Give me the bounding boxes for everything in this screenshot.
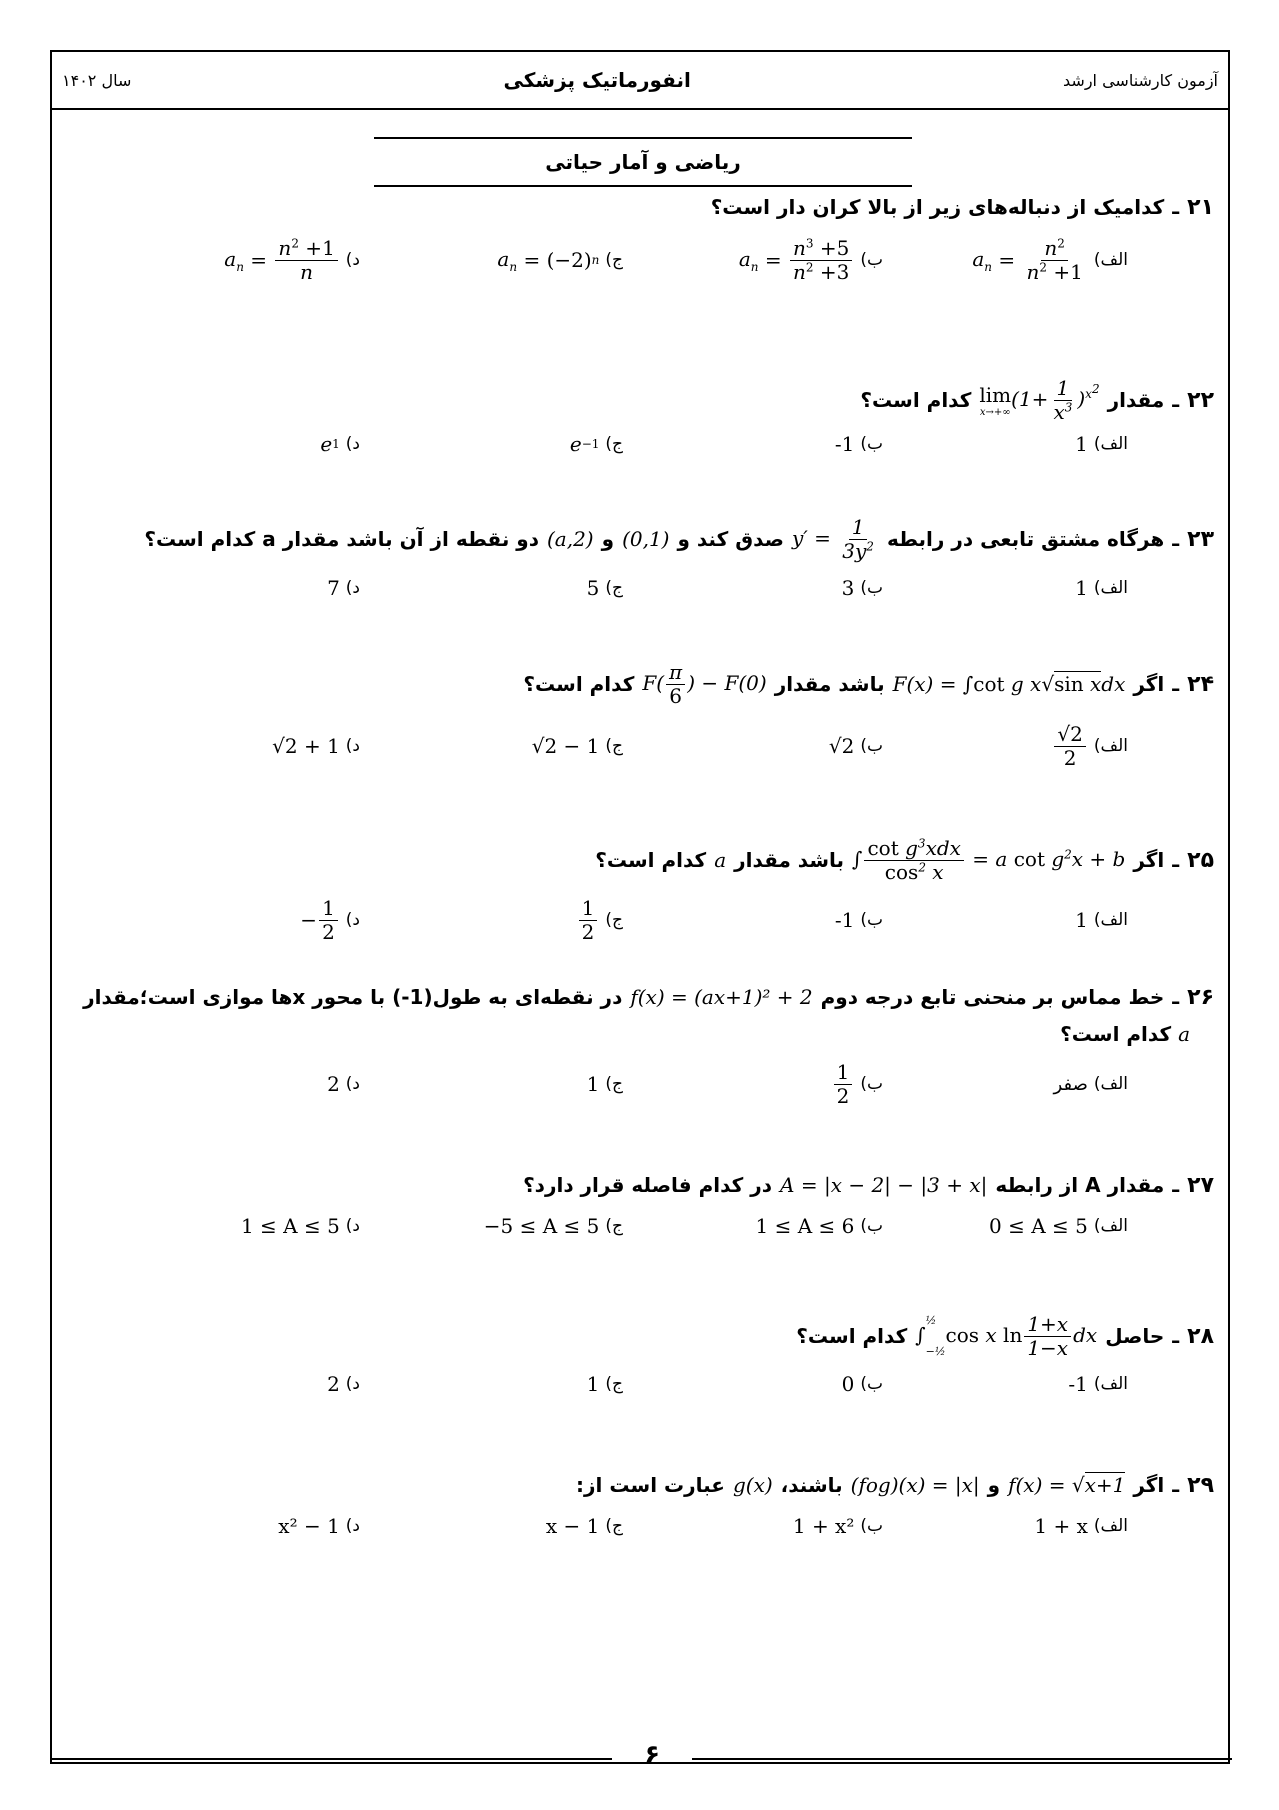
question-22: ۲۲ ـ مقدار lim x→+∞ (1+ $\frac{1}{x^3}$ )$^{x^2}$ کدام است؟ <box>860 375 1214 424</box>
options-25 <box>52 890 1228 950</box>
option-c-value: 5 <box>586 576 600 600</box>
option-b-value: -1 <box>834 432 855 456</box>
answer-option <box>842 1362 883 1406</box>
absolute-expression: A = |x − 2| − |3 + x| <box>780 1173 988 1197</box>
options-26 <box>52 1054 1228 1114</box>
answer-option <box>532 716 623 776</box>
question-number: ۲۱ <box>1187 194 1214 220</box>
answer-option <box>835 890 883 950</box>
answer-option <box>1068 1362 1128 1406</box>
question-dash: ـ <box>1172 985 1180 1009</box>
answer-option <box>327 1362 360 1406</box>
options-24 <box>52 716 1228 776</box>
answer-option <box>327 1054 360 1114</box>
option-label: ج) <box>605 910 623 930</box>
option-a-value: 1 <box>1075 432 1088 456</box>
option-label: الف) <box>1093 1216 1128 1236</box>
option-b-value: 1 ≤ A ≤ 6 <box>755 1214 855 1238</box>
option-label: ج) <box>605 1374 623 1394</box>
options-23 <box>52 566 1228 610</box>
options-29 <box>52 1504 1228 1548</box>
option-b-value: 1 + x² <box>792 1514 855 1538</box>
option-d-value: 2 <box>327 1072 340 1096</box>
option-label: ج) <box>605 434 623 454</box>
option-a-value: 1 <box>1075 576 1088 600</box>
option-label: الف) <box>1093 434 1128 454</box>
exam-year: سال ۱۴۰۲ <box>62 70 132 90</box>
option-b-value: 3 <box>841 576 855 600</box>
exam-name: آزمون کارشناسی ارشد <box>1063 70 1218 90</box>
page-frame <box>50 50 1230 1770</box>
answer-option <box>829 716 883 776</box>
answer-option <box>1054 1054 1128 1114</box>
answer-option <box>327 566 360 610</box>
question-dash: ـ <box>1172 848 1180 872</box>
option-b <box>739 230 883 290</box>
answer-option <box>546 1504 623 1548</box>
option-d-value: 7 <box>327 576 340 600</box>
answer-option <box>1052 716 1128 776</box>
option-d <box>224 230 360 290</box>
question-dash: ـ <box>1172 527 1180 551</box>
option-label: ب) <box>860 1074 883 1094</box>
option-label: د) <box>345 434 360 454</box>
derivative-expression: y′ = $\frac{1}{3y^2}$ <box>791 514 874 563</box>
question-24: ۲۴ ـ اگر F(x) = ∫cot g x√sin xdx باشد مقدار F( $\frac{\pi}{6}$ ) − F(0) کدام است؟ <box>523 659 1214 708</box>
option-label: الف) <box>1093 578 1128 598</box>
option-b-value: $\frac{1}{2}$ <box>832 1061 855 1108</box>
option-label: ج) <box>605 578 623 598</box>
answer-option <box>278 1504 360 1548</box>
integral-expression: ∫ $\frac{\cot g^3xdx}{\cos^2 x}$ = a $\cot g^2x + b$ <box>852 835 1126 884</box>
option-c-value: $\frac{1}{2}$ <box>577 897 600 944</box>
question-dash: ـ <box>1172 672 1180 696</box>
option-a-value: -1 <box>1068 1372 1088 1396</box>
option-label: ب) <box>860 1374 883 1394</box>
answer-option <box>320 422 360 466</box>
options-27 <box>52 1204 1228 1248</box>
answer-option <box>570 422 623 466</box>
question-21 <box>52 184 1228 230</box>
question-dash: ـ <box>1172 1173 1180 1197</box>
f-expression: f(x) = √x+1 <box>1008 1473 1126 1497</box>
option-d-value: $a_n$ = $\frac{n^2 +1}{n}$ <box>224 237 340 284</box>
limit-expression: lim x→+∞ (1+ $\frac{1}{x^3}$ )$^{x^2}$ <box>979 375 1100 424</box>
page-header <box>52 52 1228 110</box>
option-c-value: −5 ≤ A ≤ 5 <box>483 1214 600 1238</box>
option-b-value: $a_n$ = $\frac{n^3 +5}{n^2 +3}$ <box>739 237 855 284</box>
option-label: د) <box>345 736 360 756</box>
answer-option <box>756 1204 883 1248</box>
page-number: ۶ <box>644 1740 660 1770</box>
option-label: ب) <box>860 1216 883 1236</box>
function-expression: f(x) = (ax+1)² + 2 <box>630 985 813 1009</box>
answer-option <box>1034 1504 1128 1548</box>
answer-option <box>1075 566 1128 610</box>
option-label: ب) <box>860 1516 883 1536</box>
option-b-value: √2 <box>828 734 855 758</box>
option-d-value: − $\frac{1}{2}$ <box>300 897 340 944</box>
option-label: ج) <box>605 250 623 270</box>
question-dash: ـ <box>1172 1324 1180 1348</box>
integral-expression: F(x) = ∫cot g x√sin xdx <box>892 672 1126 696</box>
footer-divider-right <box>692 1758 1232 1760</box>
option-label: ب) <box>860 578 883 598</box>
option-label: الف) <box>1093 736 1128 756</box>
option-label: ج) <box>605 1216 623 1236</box>
option-d-value: x² − 1 <box>278 1514 340 1538</box>
option-label: د) <box>345 578 360 598</box>
answer-option <box>577 890 623 950</box>
option-label: ب) <box>860 736 883 756</box>
answer-option <box>484 1204 623 1248</box>
options-21 <box>52 230 1228 290</box>
question-23: ۲۳ ـ هرگاه مشتق تابعی در رابطه y′ = $\frac{1}{3y^2}$ صدق کند و (0,1) و (a,2) دو نقطه از آن باشد مقدار a کدام است؟ <box>144 514 1214 563</box>
option-a-value: 0 ≤ A ≤ 5 <box>989 1214 1088 1238</box>
answer-option <box>587 1362 623 1406</box>
answer-option <box>587 1054 623 1114</box>
option-c-value: 1 <box>586 1072 600 1096</box>
answer-option <box>835 422 883 466</box>
answer-option <box>272 716 360 776</box>
question-27: ۲۷ ـ مقدار A از رابطه A = |x − 2| − |3 + x| در کدام فاصله قرار دارد؟ <box>523 1172 1214 1198</box>
option-d-value: 2 <box>327 1372 340 1396</box>
option-b-value: -1 <box>834 908 855 932</box>
option-label: ب) <box>860 250 883 270</box>
question-25: ۲۵ ـ اگر ∫ $\frac{\cot g^3xdx}{\cos^2 x}$ = a $\cot g^2x + b$ باشد مقدار a کدام است؟ <box>595 835 1214 884</box>
option-a-value: 1 + x <box>1034 1514 1088 1538</box>
question-text: کدامیک از دنباله‌های زیر از بالا کران دار است؟ <box>710 195 1165 219</box>
question-dash: ـ <box>1172 1473 1180 1497</box>
option-c <box>497 230 623 290</box>
option-a-value: صفر <box>1053 1073 1088 1095</box>
option-d-value: e 1 <box>320 432 340 456</box>
course-title: انفورماتیک پزشکی <box>503 68 691 92</box>
option-label: د) <box>345 1074 360 1094</box>
option-c-value: x − 1 <box>545 1514 600 1538</box>
fog-expression: (fog)(x) = |x| <box>850 1473 980 1497</box>
answer-option <box>832 1054 883 1114</box>
difference-expression: F( $\frac{\pi}{6}$ ) − F(0) <box>642 659 767 708</box>
option-label: ج) <box>605 1074 623 1094</box>
option-label: الف) <box>1093 1074 1128 1094</box>
options-28 <box>52 1362 1228 1406</box>
answer-option <box>300 890 360 950</box>
option-label: د) <box>345 1516 360 1536</box>
footer-divider-left <box>52 1758 612 1760</box>
option-c-value: e −1 <box>569 432 600 456</box>
options-22 <box>52 422 1228 466</box>
answer-option <box>241 1204 360 1248</box>
option-a <box>972 230 1128 290</box>
g-expression: g(x) <box>732 1473 773 1497</box>
option-label: د) <box>345 250 360 270</box>
option-label: ج) <box>605 736 623 756</box>
option-d-value: √2 + 1 <box>272 734 340 758</box>
answer-option <box>793 1504 883 1548</box>
integral-expression: ∫ ½ −½ cos x ln $\frac{1+x}{1-x}$ dx <box>915 1311 1098 1360</box>
option-label: د) <box>345 1216 360 1236</box>
question-29: ۲۹ ـ اگر f(x) = √x+1 و (fog)(x) = |x| باشند، g(x) عبارت است از: <box>576 1472 1214 1498</box>
option-label: الف) <box>1093 1374 1128 1394</box>
option-d-value: 1 ≤ A ≤ 5 <box>240 1214 340 1238</box>
option-label: د) <box>345 1374 360 1394</box>
answer-option <box>587 566 623 610</box>
option-b-value: 0 <box>841 1372 855 1396</box>
option-label: ج) <box>605 1516 623 1536</box>
answer-option <box>989 1204 1128 1248</box>
option-a-value: $\frac{√2}{2}$ <box>1052 723 1087 770</box>
answer-option <box>1075 890 1128 950</box>
option-c-value: √2 − 1 <box>531 734 600 758</box>
question-dash: ـ <box>1172 388 1180 412</box>
question-dash: ـ <box>1172 195 1180 219</box>
option-label: الف) <box>1093 250 1128 270</box>
answer-option <box>1075 422 1128 466</box>
question-26: ۲۶ ـ خط مماس بر منحنی تابع درجه دوم f(x) = (ax+1)² + 2 در نقطه‌ای به طول(1-) با محور xها موازی است؛مقدار a کدام است؟ <box>83 984 1214 1046</box>
option-a-value: 1 <box>1075 908 1088 932</box>
option-label: ب) <box>860 910 883 930</box>
subject-title: ریاضی و آمار حیاتی <box>374 137 912 187</box>
option-label: الف) <box>1093 1516 1128 1536</box>
option-c-value: $a_n$ = (−2) n <box>497 246 600 274</box>
option-c-value: 1 <box>586 1372 600 1396</box>
option-label: د) <box>345 910 360 930</box>
question-28: ۲۸ ـ حاصل ∫ ½ −½ cos x ln $\frac{1+x}{1-x}$ dx کدام است؟ <box>796 1311 1214 1360</box>
option-label: الف) <box>1093 910 1128 930</box>
answer-option <box>842 566 883 610</box>
option-a-value: $a_n$ = $\frac{n^2}{n^2 +1}$ <box>972 235 1083 284</box>
option-label: ب) <box>860 434 883 454</box>
